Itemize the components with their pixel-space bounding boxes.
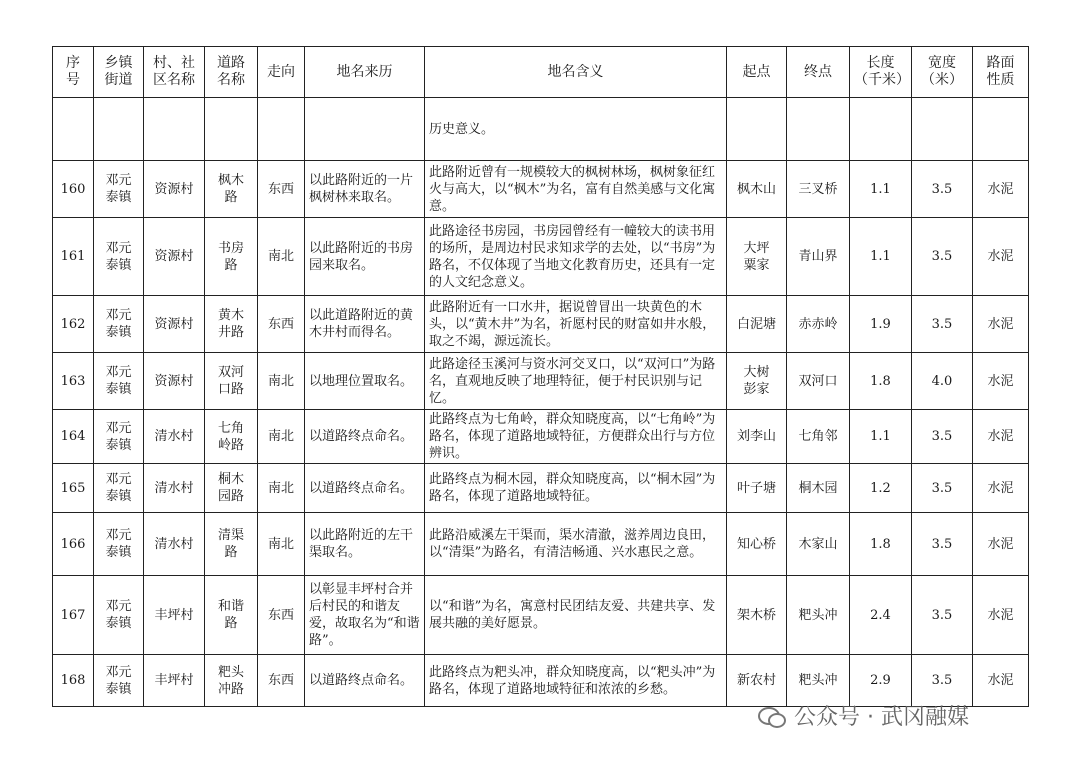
watermark-text: 公众号 · 武冈融媒 <box>794 705 969 730</box>
cell-surface: 水泥 <box>973 218 1029 296</box>
cell-town: 邓元 泰镇 <box>94 296 144 353</box>
cell-town: 邓元 泰镇 <box>94 410 144 464</box>
cell-end: 双河口 <box>787 353 850 410</box>
cell-length: 2.9 <box>850 655 912 707</box>
cell-end: 粑头冲 <box>787 655 850 707</box>
header-town: 乡镇 街道 <box>94 47 144 98</box>
cell-village: 清水村 <box>144 464 205 513</box>
table-row <box>53 353 1029 410</box>
cell-town: 邓元 泰镇 <box>94 353 144 410</box>
road-name-table <box>52 46 1029 707</box>
cell-surface: 水泥 <box>973 410 1029 464</box>
cell-length: 1.8 <box>850 513 912 576</box>
cell-origin: 以此路附近的书房园来取名。 <box>305 218 425 296</box>
cell-meaning: 此路途径书房园，书房园曾经有一幢较大的读书用的场所，是周边村民求知求学的去处，以“书房”为路名，不仅体现了当地文化教育历史，还具有一定的人文纪念意义。 <box>425 218 727 296</box>
cell-origin: 以此道路附近的黄木井村而得名。 <box>305 296 425 353</box>
cell-width: 4.0 <box>912 353 973 410</box>
cell-surface: 水泥 <box>973 296 1029 353</box>
cell-road-name: 枫木 路 <box>205 161 258 218</box>
cell-road-name: 书房 路 <box>205 218 258 296</box>
header-length: 长度 （千米） <box>850 47 912 98</box>
header-width: 宽度 （米） <box>912 47 973 98</box>
cell-origin: 以道路终点命名。 <box>305 410 425 464</box>
cell-width: 3.5 <box>912 161 973 218</box>
cell-end: 木家山 <box>787 513 850 576</box>
cell-town: 邓元 泰镇 <box>94 161 144 218</box>
cell-width: 3.5 <box>912 655 973 707</box>
cell-road-name: 桐木 园路 <box>205 464 258 513</box>
cell-surface: 水泥 <box>973 576 1029 655</box>
header-village: 村、社 区名称 <box>144 47 205 98</box>
cell-direction: 南北 <box>258 464 305 513</box>
table-row <box>53 464 1029 513</box>
header-origin: 地名来历 <box>305 47 425 98</box>
cell-end: 青山界 <box>787 218 850 296</box>
cell-village: 丰坪村 <box>144 576 205 655</box>
wechat-icon <box>758 705 786 727</box>
cell-length: 1.2 <box>850 464 912 513</box>
header-row <box>53 47 1029 98</box>
cell-start: 新农村 <box>727 655 787 707</box>
cell-surface: 水泥 <box>973 353 1029 410</box>
cell-origin: 以彰显丰坪村合并后村民的和谐友爱，故取名为“和谐路”。 <box>305 576 425 655</box>
cell-town: 邓元 泰镇 <box>94 218 144 296</box>
header-end: 终点 <box>787 47 850 98</box>
cell-width: 3.5 <box>912 296 973 353</box>
cell-length: 1.1 <box>850 218 912 296</box>
cell-end: 赤赤岭 <box>787 296 850 353</box>
cell-road-name: 和谐 路 <box>205 576 258 655</box>
cell-town: 邓元 泰镇 <box>94 513 144 576</box>
cell-road-name: 黄木 井路 <box>205 296 258 353</box>
cell-village: 资源村 <box>144 296 205 353</box>
cell-road-name: 清渠 路 <box>205 513 258 576</box>
table-row <box>53 161 1029 218</box>
cell-origin: 以此路附近的左干渠取名。 <box>305 513 425 576</box>
table-row <box>53 218 1029 296</box>
cell-surface: 水泥 <box>973 464 1029 513</box>
cell-direction: 东西 <box>258 576 305 655</box>
cell-meaning: 此路终点为七角岭，群众知晓度高，以“七角岭”为路名，体现了道路地域特征，方便群众出行与方位辨识。 <box>425 410 727 464</box>
table-row <box>53 410 1029 464</box>
continuation-text: 历史意义。 <box>425 98 727 161</box>
cell-seq: 165 <box>53 464 94 513</box>
cell-seq: 160 <box>53 161 94 218</box>
cell-meaning: 此路终点为粑头冲，群众知晓度高，以“粑头冲”为路名，体现了道路地域特征和浓浓的乡愁。 <box>425 655 727 707</box>
cell-length: 1.1 <box>850 410 912 464</box>
cell-road-name: 双河 口路 <box>205 353 258 410</box>
cell-road-name: 粑头 冲路 <box>205 655 258 707</box>
cell-surface: 水泥 <box>973 513 1029 576</box>
cell-end: 七角邻 <box>787 410 850 464</box>
header-road-name: 道路 名称 <box>205 47 258 98</box>
cell-meaning: 此路终点为桐木园，群众知晓度高，以“桐木园”为路名，体现了道路地域特征。 <box>425 464 727 513</box>
cell-end: 粑头冲 <box>787 576 850 655</box>
cell-end: 桐木园 <box>787 464 850 513</box>
cell-direction: 南北 <box>258 410 305 464</box>
cell-length: 1.9 <box>850 296 912 353</box>
cell-start: 刘李山 <box>727 410 787 464</box>
cell-seq: 162 <box>53 296 94 353</box>
cell-direction: 南北 <box>258 218 305 296</box>
cell-direction: 东西 <box>258 161 305 218</box>
cell-seq: 166 <box>53 513 94 576</box>
cell-seq: 161 <box>53 218 94 296</box>
cell-meaning: 此路附近曾有一规模较大的枫树林场，枫树象征红火与高大，以“枫木”为名，富有自然美感与文化寓意。 <box>425 161 727 218</box>
cell-town: 邓元 泰镇 <box>94 576 144 655</box>
cell-start: 叶子塘 <box>727 464 787 513</box>
table-row <box>53 296 1029 353</box>
cell-village: 清水村 <box>144 410 205 464</box>
cell-direction: 东西 <box>258 655 305 707</box>
cell-village: 丰坪村 <box>144 655 205 707</box>
header-seq: 序 号 <box>53 47 94 98</box>
cell-width: 3.5 <box>912 513 973 576</box>
cell-direction: 南北 <box>258 513 305 576</box>
header-meaning: 地名含义 <box>425 47 727 98</box>
cell-seq: 168 <box>53 655 94 707</box>
table-row <box>53 513 1029 576</box>
cell-meaning: 此路沿威溪左干渠而，渠水清澈，滋养周边良田，以“清渠”为路名，有清洁畅通、兴水惠民之意。 <box>425 513 727 576</box>
cell-start: 大坪 粟家 <box>727 218 787 296</box>
cell-length: 1.1 <box>850 161 912 218</box>
cell-origin: 以地理位置取名。 <box>305 353 425 410</box>
cell-start: 白泥塘 <box>727 296 787 353</box>
cell-width: 3.5 <box>912 218 973 296</box>
cell-seq: 164 <box>53 410 94 464</box>
cell-width: 3.5 <box>912 576 973 655</box>
continuation-row <box>53 98 1029 161</box>
cell-start: 大树 彭家 <box>727 353 787 410</box>
cell-start: 架木桥 <box>727 576 787 655</box>
cell-town: 邓元 泰镇 <box>94 655 144 707</box>
cell-start: 知心桥 <box>727 513 787 576</box>
cell-road-name: 七角 岭路 <box>205 410 258 464</box>
cell-width: 3.5 <box>912 410 973 464</box>
header-start: 起点 <box>727 47 787 98</box>
cell-seq: 167 <box>53 576 94 655</box>
cell-village: 资源村 <box>144 353 205 410</box>
cell-origin: 以道路终点命名。 <box>305 655 425 707</box>
cell-village: 清水村 <box>144 513 205 576</box>
cell-town: 邓元 泰镇 <box>94 464 144 513</box>
cell-start: 枫木山 <box>727 161 787 218</box>
cell-village: 资源村 <box>144 161 205 218</box>
header-surface: 路面 性质 <box>973 47 1029 98</box>
watermark <box>758 700 969 731</box>
cell-meaning: 此路附近有一口水井，据说曾冒出一块黄色的木头，以“黄木井”为名，祈愿村民的财富如井水般，取之不竭，源远流长。 <box>425 296 727 353</box>
cell-direction: 东西 <box>258 296 305 353</box>
cell-length: 1.8 <box>850 353 912 410</box>
table-row <box>53 576 1029 655</box>
cell-surface: 水泥 <box>973 161 1029 218</box>
cell-length: 2.4 <box>850 576 912 655</box>
cell-village: 资源村 <box>144 218 205 296</box>
cell-end: 三叉桥 <box>787 161 850 218</box>
table-row <box>53 655 1029 707</box>
cell-meaning: 以“和谐”为名，寓意村民团结友爱、共建共享、发展共融的美好愿景。 <box>425 576 727 655</box>
cell-width: 3.5 <box>912 464 973 513</box>
cell-surface: 水泥 <box>973 655 1029 707</box>
cell-meaning: 此路途径玉溪河与资水河交叉口，以“双河口”为路名，直观地反映了地理特征，便于村民识别与记忆。 <box>425 353 727 410</box>
cell-seq: 163 <box>53 353 94 410</box>
cell-origin: 以道路终点命名。 <box>305 464 425 513</box>
header-direction: 走向 <box>258 47 305 98</box>
cell-origin: 以此路附近的一片枫树林来取名。 <box>305 161 425 218</box>
cell-direction: 南北 <box>258 353 305 410</box>
